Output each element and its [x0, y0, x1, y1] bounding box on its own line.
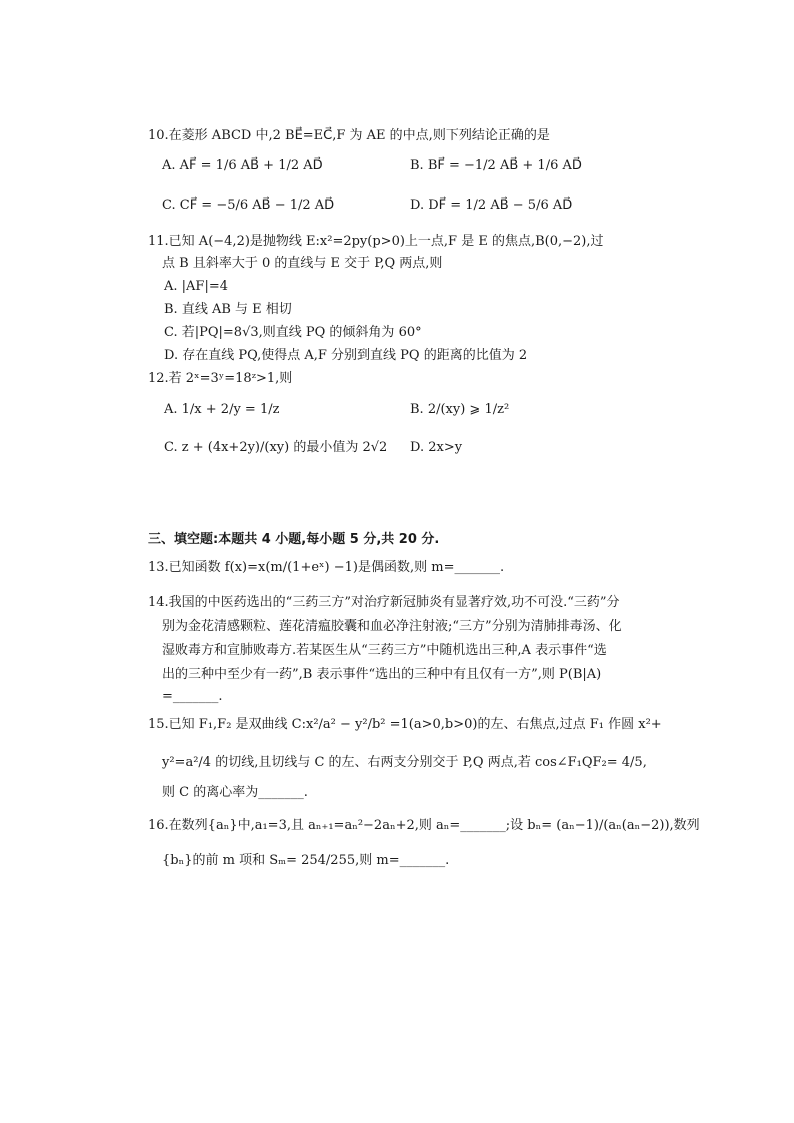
q14-line-4: 出的三种中至少有一药”,B 表示事件“选出的三种中有且仅有一方”,则 P(B|A)	[162, 667, 602, 682]
q10-option-a: A. AF⃗ = 1/6 AB⃗ + 1/2 AD⃗	[162, 158, 323, 173]
q11-option-b: B. 直线 AB 与 E 相切	[164, 302, 292, 317]
q12-option-b: B. 2/(xy) ⩾ 1/z²	[410, 402, 510, 417]
q14-line-1: 14.我国的中医药选出的“三药三方”对治疗新冠肺炎有显著疗效,功不可没.“三药”分	[148, 595, 620, 610]
q14-line-5: =_______.	[162, 689, 223, 704]
q10-option-d: D. DF⃗ = 1/2 AB⃗ − 5/6 AD⃗	[410, 198, 573, 213]
q15-line-2: y²=a²/4 的切线,且切线与 C 的左、右两支分别交于 P,Q 两点,若 cos∠F₁QF₂= 4/5,	[162, 755, 647, 770]
q12-option-d: D. 2x>y	[410, 440, 463, 455]
q11-stem-line-2: 点 B 且斜率大于 0 的直线与 E 交于 P,Q 两点,则	[162, 256, 443, 271]
q11-option-d: D. 存在直线 PQ,使得点 A,F 分别到直线 PQ 的距离的比值为 2	[164, 348, 528, 363]
q12-option-c: C. z + (4x+2y)/(xy) 的最小值为 2√2	[164, 440, 388, 455]
q10-option-c: C. CF⃗ = −5/6 AB⃗ − 1/2 AD⃗	[162, 198, 335, 213]
q11-stem-line-1: 11.已知 A(−4,2)是抛物线 E:x²=2py(p>0)上一点,F 是 E 的焦点,B(0,−2),过	[148, 234, 604, 249]
q10-option-b: B. BF⃗ = −1/2 AB⃗ + 1/6 AD⃗	[410, 158, 582, 173]
q15-line-1: 15.已知 F₁,F₂ 是双曲线 C:x²/a² − y²/b² =1(a>0,b>0)的左、右焦点,过点 F₁ 作圆 x²+	[148, 717, 662, 732]
q11-option-a: A. |AF|=4	[164, 279, 228, 294]
q14-line-2: 别为金花清感颗粒、莲花清瘟胶囊和血必净注射液;“三方”分别为清肺排毒汤、化	[162, 619, 622, 634]
q14-line-3: 湿败毒方和宣肺败毒方.若某医生从“三药三方”中随机选出三种,A 表示事件“选	[162, 643, 607, 658]
q10-stem: 10.在菱形 ABCD 中,2 BE⃗=EC⃗,F 为 AE 的中点,则下列结论正确的是	[148, 128, 550, 143]
q16-line-2: {bₙ}的前 m 项和 Sₘ= 254/255,则 m=_______.	[162, 853, 450, 868]
q13-text: 13.已知函数 f(x)=x(m/(1+eˣ) −1)是偶函数,则 m=_______.	[148, 560, 505, 575]
q12-option-a: A. 1/x + 2/y = 1/z	[164, 402, 280, 417]
q12-stem: 12.若 2ˣ=3ʸ=18ᶻ>1,则	[148, 371, 293, 386]
q16-line-1: 16.在数列{aₙ}中,a₁=3,且 aₙ₊₁=aₙ²−2aₙ+2,则 aₙ=_______;设 bₙ= (aₙ−1)/(aₙ(aₙ−2)),数列	[148, 818, 700, 833]
section-title: 三、填空题:本题共 4 小题,每小题 5 分,共 20 分.	[148, 532, 440, 547]
q11-option-c: C. 若|PQ|=8√3,则直线 PQ 的倾斜角为 60°	[164, 325, 422, 340]
q15-line-3: 则 C 的离心率为_______.	[162, 785, 308, 800]
